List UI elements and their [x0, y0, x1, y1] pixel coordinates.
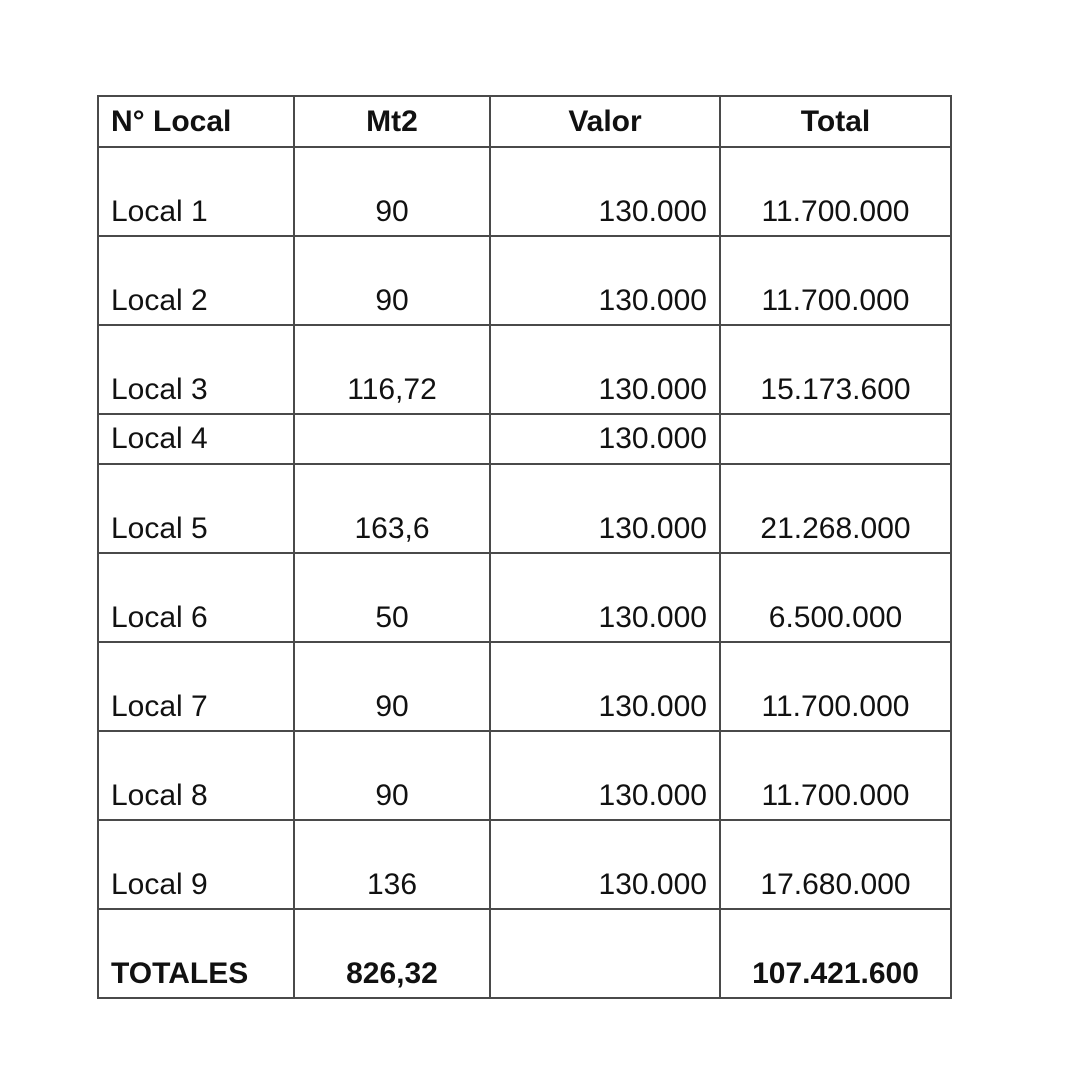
- header-total: Total: [720, 96, 951, 147]
- totals-row: [98, 909, 951, 998]
- cell-total: [720, 414, 951, 464]
- cell-valor: 130.000: [490, 731, 720, 820]
- cell-mt2: 90: [294, 147, 490, 236]
- cell-total: 15.173.600: [720, 325, 951, 414]
- table-row: [98, 731, 951, 820]
- cell-total: 17.680.000: [720, 820, 951, 909]
- cell-valor: 130.000: [490, 642, 720, 731]
- header-local: N° Local: [98, 96, 294, 147]
- table-row: [98, 464, 951, 553]
- cell-local: Local 6: [98, 553, 294, 642]
- cell-total: 21.268.000: [720, 464, 951, 553]
- cell-local: Local 9: [98, 820, 294, 909]
- cell-valor: 130.000: [490, 553, 720, 642]
- header-row: [98, 96, 951, 147]
- cell-mt2: 90: [294, 642, 490, 731]
- cell-total: 11.700.000: [720, 236, 951, 325]
- table-row: [98, 236, 951, 325]
- cell-mt2: 90: [294, 236, 490, 325]
- cell-valor: 130.000: [490, 464, 720, 553]
- cell-mt2: 50: [294, 553, 490, 642]
- cell-local: Local 8: [98, 731, 294, 820]
- cell-valor: 130.000: [490, 236, 720, 325]
- cell-local: Local 3: [98, 325, 294, 414]
- cell-total: 11.700.000: [720, 642, 951, 731]
- cell-total: 11.700.000: [720, 731, 951, 820]
- totals-valor: [490, 909, 720, 998]
- cell-local: Local 2: [98, 236, 294, 325]
- cell-total: 6.500.000: [720, 553, 951, 642]
- cell-mt2: 136: [294, 820, 490, 909]
- table-row: [98, 325, 951, 414]
- table-row: [98, 820, 951, 909]
- cell-local: Local 7: [98, 642, 294, 731]
- header-mt2: Mt2: [294, 96, 490, 147]
- table-row: [98, 414, 951, 464]
- cell-valor: 130.000: [490, 147, 720, 236]
- totals-mt2: 826,32: [294, 909, 490, 998]
- header-valor: Valor: [490, 96, 720, 147]
- cell-mt2: [294, 414, 490, 464]
- locales-table: [97, 95, 952, 999]
- cell-valor: 130.000: [490, 414, 720, 464]
- table-row: [98, 642, 951, 731]
- totals-total: 107.421.600: [720, 909, 951, 998]
- table-row: [98, 553, 951, 642]
- cell-valor: 130.000: [490, 820, 720, 909]
- cell-mt2: 116,72: [294, 325, 490, 414]
- cell-mt2: 90: [294, 731, 490, 820]
- cell-mt2: 163,6: [294, 464, 490, 553]
- cell-local: Local 1: [98, 147, 294, 236]
- cell-total: 11.700.000: [720, 147, 951, 236]
- totals-label: TOTALES: [98, 909, 294, 998]
- cell-valor: 130.000: [490, 325, 720, 414]
- cell-local: Local 4: [98, 414, 294, 464]
- cell-local: Local 5: [98, 464, 294, 553]
- table-row: [98, 147, 951, 236]
